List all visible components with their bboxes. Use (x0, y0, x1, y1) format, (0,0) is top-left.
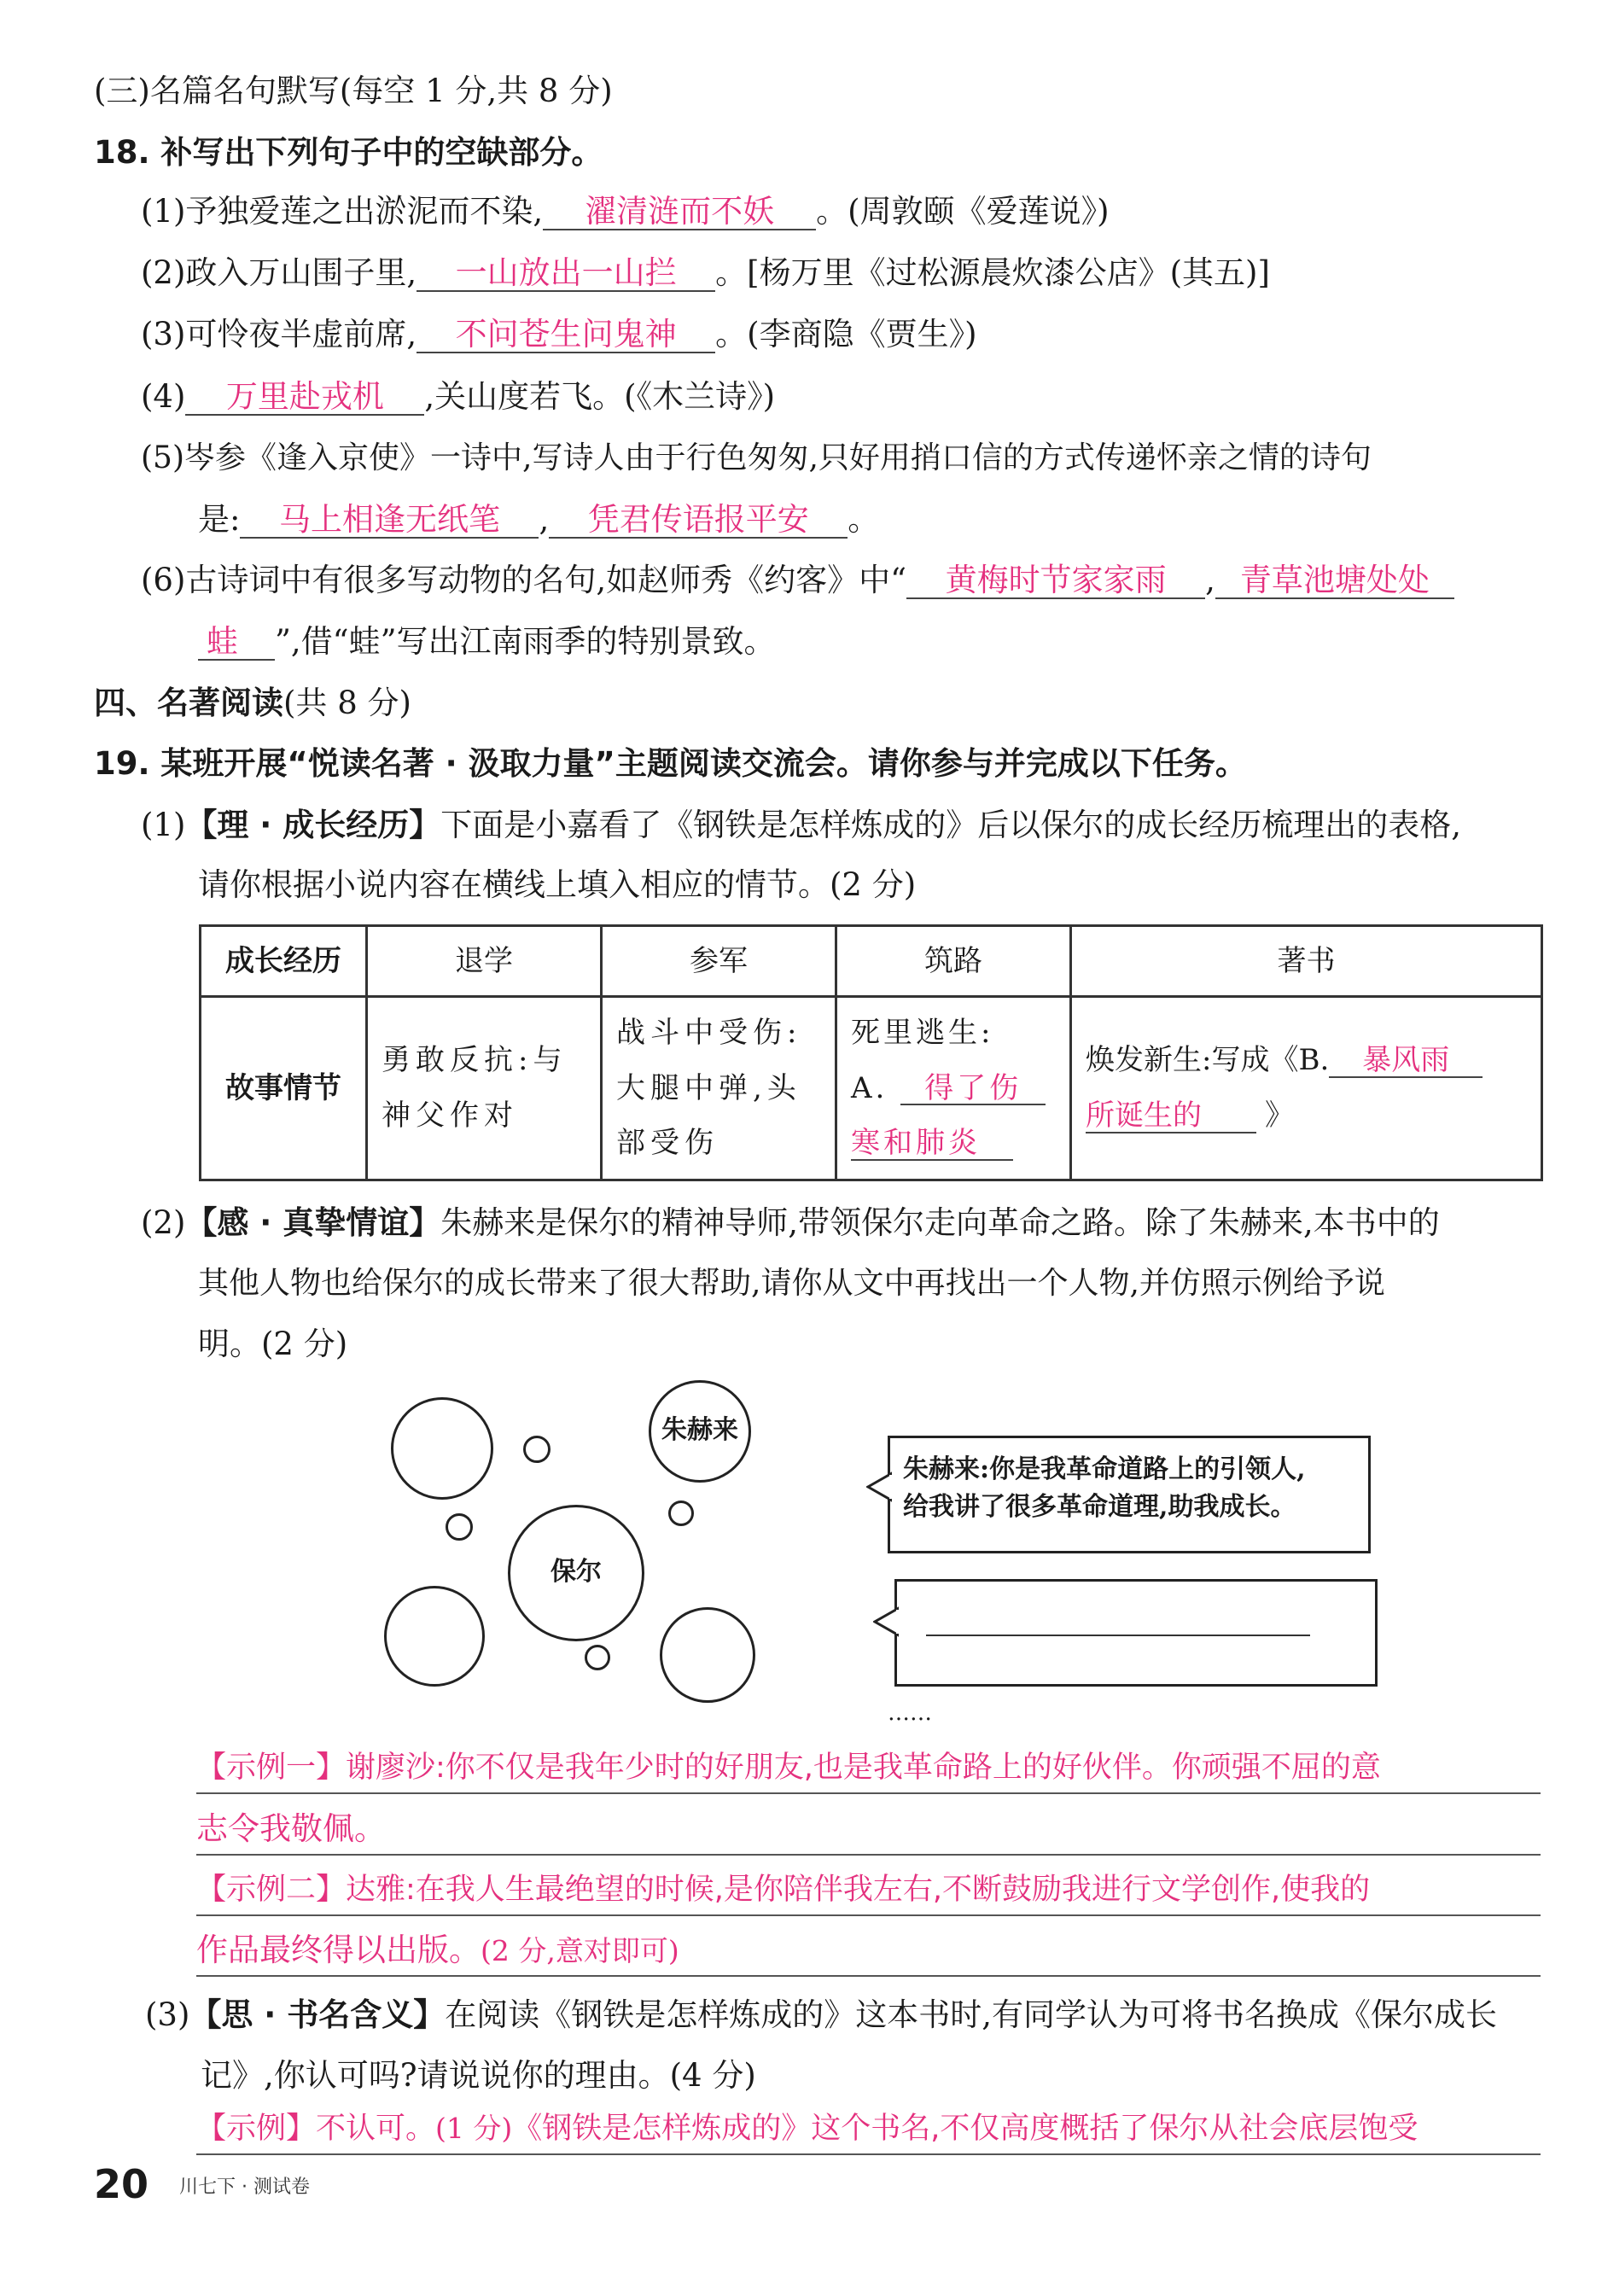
col-zhushu: 著书 (1071, 926, 1542, 997)
q19-part2-line3: 明。(2 分) (198, 1326, 348, 1362)
speech-bubble-blank (894, 1579, 1378, 1687)
answer2-line3: 【示例二】达雅:在我人生最绝望的时候,是你陪伴我左右,不断鼓励我进行文学创作,使我的 (196, 1865, 1541, 1916)
q18-answer-6b: 青草池塘处处 (1215, 564, 1454, 599)
center-label-paul: 保尔 (551, 1557, 602, 1587)
growth-table (199, 924, 1543, 1181)
small-dot-3 (668, 1501, 694, 1526)
q18-item-1: (1)予独爱莲之出淤泥而不染, 濯清涟而不妖 。(周敦颐《爱莲说》) (141, 193, 1110, 230)
speech-bubble-blank-line (926, 1635, 1310, 1636)
q18-item-3: (3)可怜夜半虚前席, 不问苍生问鬼神 。(李商隐《贾生》) (141, 316, 977, 353)
section-3-title: (三)名篇名句默写(每空 1 分,共 8 分) (94, 73, 613, 109)
cell-zhushu-answer-a: 暴风雨 (1329, 1046, 1483, 1078)
cell-zhulu-answer-b: 寒和肺炎 (851, 1128, 1013, 1161)
q18-answer-5b: 凭君传语报平安 (549, 504, 848, 539)
q19-part3-line2: 记》,你认可吗?请说说你的理由。(4 分) (201, 2057, 756, 2094)
cell-zhulu-answer-a: 得了伤 (900, 1074, 1046, 1106)
q19-part1-line1: (1)【理 · 成长经历】下面是小嘉看了《钢铁是怎样炼成的》后以保尔的成长经历梳理出的表格, (141, 807, 1462, 843)
q18-item-6-line2: 蛙 ”,借“蛙”写出江南雨季的特别景致。 (198, 623, 776, 661)
q19-part2-line1: (2)【感 · 真挚情谊】朱赫来是保尔的精神导师,带领保尔走向革命之路。除了朱赫来,本书中的 (141, 1204, 1440, 1241)
bubble-pointer-2 (873, 1605, 899, 1639)
q18-answer-5a: 马上相逢无纸笔 (240, 504, 539, 539)
speech-bubble-example-text: 朱赫来:你是我革命道路上的引领人, 给我讲了很多革命道理,助我成长。 (903, 1454, 1306, 1522)
answer2-line2: 志令我敬佩。 (196, 1804, 1541, 1856)
cell-tuixue: 勇敢反抗:与神父作对 (367, 997, 602, 1180)
row-header-story: 故事情节 (201, 997, 367, 1180)
small-dot-4 (585, 1645, 610, 1670)
col-canjun: 参军 (602, 926, 836, 997)
footer-label: 川七下 · 测试卷 (179, 2177, 310, 2198)
q19-part2-line2: 其他人物也给保尔的成长带来了很大帮助,请你从文中再找出一个人物,并仿照示例给予说 (198, 1266, 1385, 1301)
answer3-line1: 【示例】不认可。(1 分)《钢铁是怎样炼成的》这个书名,不仅高度概括了保尔从社会底层饱受 (196, 2104, 1541, 2155)
col-tuixue: 退学 (367, 926, 602, 997)
small-dot-1 (523, 1436, 551, 1463)
q18-item-5-line1: (5)岑参《逢入京使》一诗中,写诗人由于行色匆匆,只好用捎口信的方式传递怀亲之情的诗句 (141, 440, 1372, 475)
cell-zhulu: 死里逃生: A. 得了伤 寒和肺炎 (836, 997, 1071, 1180)
q18-answer-6b-cont: 蛙 (198, 626, 275, 661)
empty-circle-bottom-right (660, 1607, 755, 1703)
q19-part3-line1: (3)【思 · 书名含义】在阅读《钢铁是怎样炼成的》这本书时,有同学认为可将书名换成《保尔成长 (145, 1996, 1498, 2033)
node-label-zhuhelai: 朱赫来 (661, 1415, 738, 1445)
q18-stem: 18. 补写出下列句子中的空缺部分。 (94, 134, 603, 171)
cell-canjun: 战斗中受伤:大腿中弹,头部受伤 (602, 997, 836, 1180)
cell-zhushu: 焕发新生:写成《B. 暴风雨 所诞生的 》 (1071, 997, 1542, 1180)
q19-part1-line2: 请你根据小说内容在横线上填入相应的情节。(2 分) (198, 866, 917, 903)
q18-item-6-line1: (6)古诗词中有很多写动物的名句,如赵师秀《约客》中“ 黄梅时节家家雨 , 青草池塘处处 (141, 562, 1454, 599)
bubble-pointer-1 (866, 1470, 892, 1504)
q18-answer-4: 万里赴戎机 (185, 381, 424, 416)
empty-circle-bottom-left (384, 1586, 485, 1687)
q18-answer-6a: 黄梅时节家家雨 (906, 564, 1205, 599)
diagram-ellipsis: …… (888, 1700, 932, 1726)
col-zhulu: 筑路 (836, 926, 1071, 997)
q18-item-4: (4) 万里赴戎机 ,关山度若飞。(《木兰诗》) (141, 378, 776, 415)
cell-zhushu-answer-b: 所诞生的 (1086, 1101, 1256, 1133)
answer2-line4: 作品最终得以出版。(2 分,意对即可) (196, 1926, 1541, 1977)
q18-item-5-line2: 是: 马上相逢无纸笔 , 凭君传语报平安 。 (198, 501, 880, 538)
q18-answer-1: 濯清涟而不妖 (543, 195, 816, 230)
q19-stem: 19. 某班开展“悦读名著 · 汲取力量”主题阅读交流会。请你参与并完成以下任务。 (94, 745, 1247, 782)
empty-circle-top-left (391, 1397, 493, 1500)
row-header-growth: 成长经历 (201, 926, 367, 997)
section-4-title: 四、名著阅读(共 8 分) (94, 685, 411, 721)
q18-answer-2: 一山放出一山拦 (417, 257, 715, 292)
small-dot-2 (446, 1513, 473, 1541)
answer2-line1: 【示例一】谢廖沙:你不仅是我年少时的好朋友,也是我革命路上的好伙伴。你顽强不屈的意 (196, 1743, 1541, 1794)
q18-item-2: (2)政入万山围子里, 一山放出一山拦 。[杨万里《过松源晨炊漆公店》(其五)] (141, 254, 1270, 291)
q18-answer-3: 不问苍生问鬼神 (417, 318, 715, 353)
page-number: 20 (94, 2161, 149, 2207)
